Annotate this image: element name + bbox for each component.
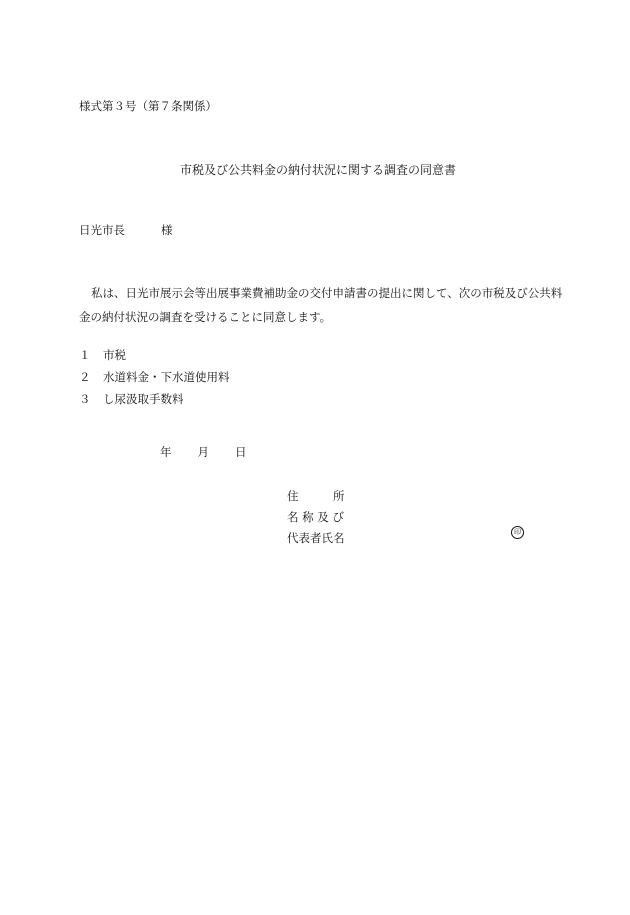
list-item-label: し尿汲取手数料: [103, 392, 184, 406]
address-label: 住 所: [287, 489, 345, 503]
date-line: [160, 447, 247, 459]
name-label-line-1: 名 称 及 び: [287, 510, 344, 524]
document-title: 市税及び公共料金の納付状況に関する調査の同意書: [180, 163, 457, 177]
date-year: 年: [160, 445, 172, 459]
addressee-honorific: 様: [161, 223, 173, 237]
list-item-number: １: [79, 348, 91, 362]
name-row-2: [287, 528, 349, 549]
address-row: [287, 486, 349, 507]
date-day: 日: [235, 445, 247, 459]
list-item: [79, 388, 230, 410]
date-month: 月: [197, 445, 209, 459]
addressee: [79, 225, 173, 237]
seal-mark: 印: [511, 526, 524, 539]
name-row-1: [287, 507, 349, 528]
list-item-number: ２: [79, 370, 91, 384]
list-item: [79, 366, 230, 388]
signature-block: [287, 486, 349, 549]
name-label-line-2: 代表者氏名: [287, 531, 345, 545]
list-item-label: 市税: [103, 348, 126, 362]
list-item-number: ３: [79, 392, 91, 406]
form-number: 様式第３号（第７条関係）: [79, 99, 217, 113]
list-item-label: 水道料金・下水道使用料: [103, 370, 230, 384]
consent-statement: 私は、日光市展示会等出展事業費補助金の交付申請書の提出に関して、次の市税及び公共料金の納付状況の調査を受けることに同意します。: [79, 286, 563, 324]
addressee-name: 日光市長: [79, 223, 125, 237]
consent-items-list: [79, 344, 230, 410]
list-item: [79, 344, 230, 366]
